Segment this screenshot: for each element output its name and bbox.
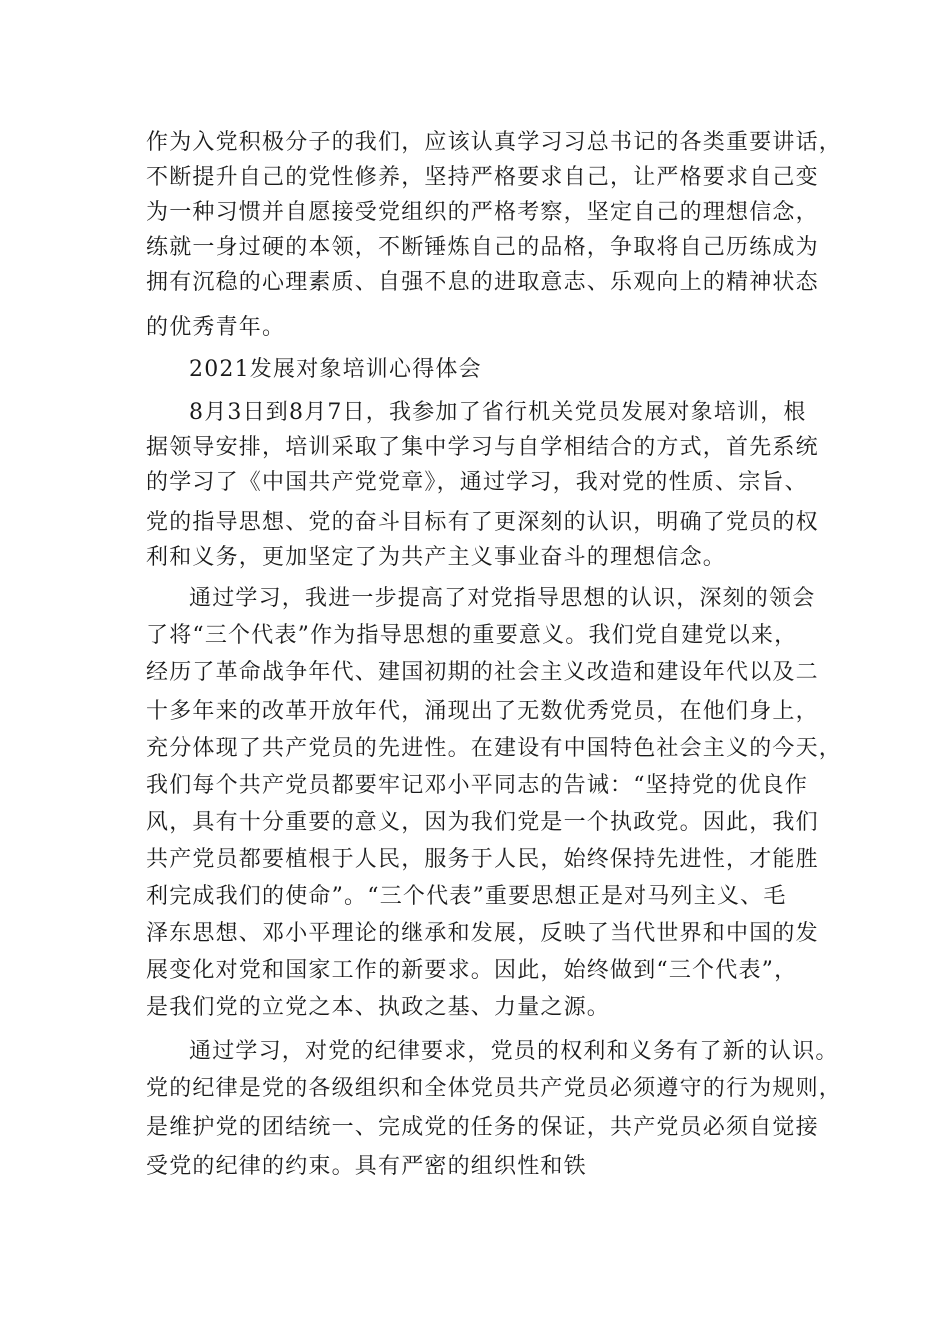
- text-line: 是维护党的团结统一、完成党的任务的保证，共产党员必须自觉接: [146, 1115, 819, 1140]
- text-line: 了将“三个代表”作为指导思想的重要意义。我们党自建党以来，: [146, 623, 798, 648]
- text-line: 充分体现了共产党员的先进性。在建设有中国特色社会主义的今天，: [146, 736, 843, 761]
- text-line: 党的指导思想、党的奋斗目标有了更深刻的认识，明确了党员的权: [146, 510, 819, 535]
- text-line: 是我们党的立党之本、执政之基、力量之源。: [146, 995, 611, 1020]
- text-line: 拥有沉稳的心理素质、自强不息的进取意志、乐观向上的精神状态: [146, 270, 819, 295]
- text-line: 受党的纪律的约束。具有严密的组织性和铁: [146, 1154, 587, 1179]
- text-line: 为一种习惯并自愿接受党组织的严格考察，坚定自己的理想信念，: [146, 200, 819, 225]
- text-line: 我们每个共产党员都要牢记邓小平同志的告诫：“坚持党的优良作: [146, 773, 809, 798]
- text-line: 据领导安排，培训采取了集中学习与自学相结合的方式，首先系统: [146, 435, 819, 460]
- section-title: 2021发展对象培训心得体会: [189, 357, 482, 382]
- text-line: 8月3日到8月7日，我参加了省行机关党员发展对象培训，根: [189, 400, 807, 425]
- text-line: 风，具有十分重要的意义，因为我们党是一个执政党。因此，我们: [146, 810, 819, 835]
- text-line: 的优秀青年。: [146, 315, 286, 340]
- text-line: 通过学习，对党的纪律要求，党员的权利和义务有了新的认识。: [189, 1039, 839, 1064]
- text-line: 十多年来的改革开放年代，涌现出了无数优秀党员，在他们身上，: [146, 699, 819, 724]
- text-line: 经历了革命战争年代、建国初期的社会主义改造和建设年代以及二: [146, 660, 819, 685]
- text-line: 不断提升自己的党性修养，坚持严格要求自己，让严格要求自己变: [146, 165, 819, 190]
- text-line: 练就一身过硬的本领，不断锤炼自己的品格，争取将自己历练成为: [146, 235, 819, 260]
- text-line: 利完成我们的使命”。“三个代表”重要思想正是对马列主义、毛: [146, 884, 787, 909]
- text-line: 展变化对党和国家工作的新要求。因此，始终做到“三个代表”，: [146, 958, 798, 983]
- text-line: 共产党员都要植根于人民，服务于人民，始终保持先进性，才能胜: [146, 847, 819, 872]
- text-line: 利和义务，更加坚定了为共产主义事业奋斗的理想信念。: [146, 545, 727, 570]
- text-line: 党的纪律是党的各级组织和全体党员共产党员必须遵守的行为规则，: [146, 1076, 843, 1101]
- text-line: 的学习了《中国共产党党章》，通过学习，我对党的性质、宗旨、: [146, 470, 808, 495]
- text-line: 作为入党积极分子的我们，应该认真学习习总书记的各类重要讲话，: [146, 130, 843, 155]
- text-line: 泽东思想、邓小平理论的继承和发展，反映了当代世界和中国的发: [146, 921, 819, 946]
- text-line: 通过学习，我进一步提高了对党指导思想的认识，深刻的领会: [189, 586, 816, 611]
